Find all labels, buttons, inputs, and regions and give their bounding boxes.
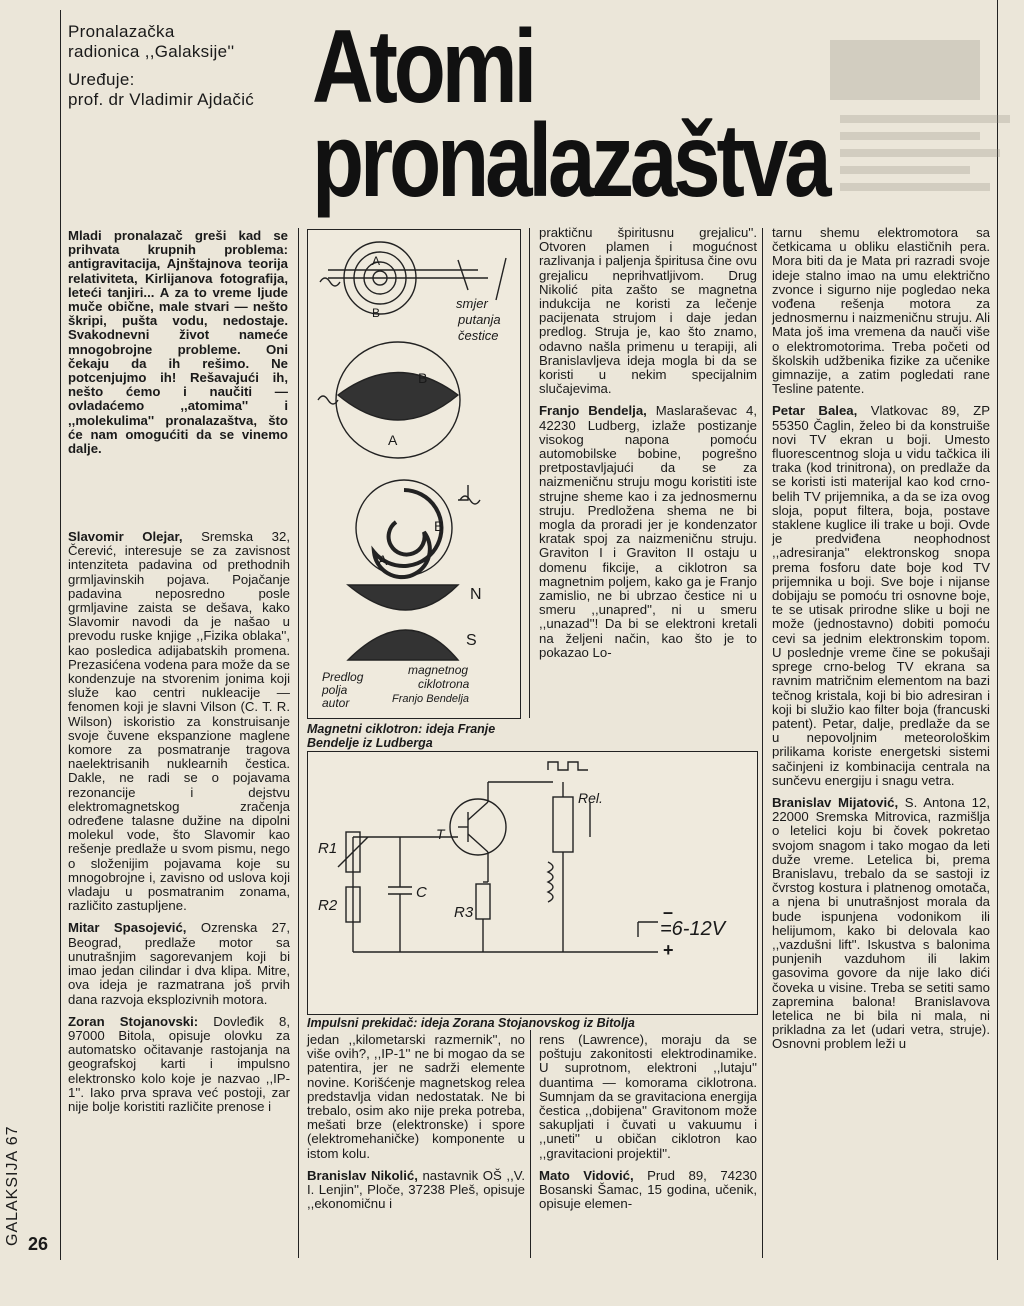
label-t: T [436,826,445,842]
label-minus: – [663,902,674,922]
article-title [312,9,828,219]
paragraph [68,1015,290,1114]
label-polja: polja [322,683,348,697]
label-a-spiral: A [378,552,388,568]
label-rel: Rel. [578,790,603,806]
cyclotron-sketch [308,230,520,718]
paragraph-text: tarnu shemu elektromotora sa četkicama u obliku elastičnih pera. Mora biti da je Mata pri razradi svoje ideje stalno imao na umu električno zvonce i sigurno nije pogledao neka vođena rešenja motora za jednosmernu i naizmeničnu struju. Ali Mata još ima vremena da nauči više o elektromotorima. Treba početi od školskih udžbenika fizike za učenike gimnazije, a zatim pogledati rane Tesline patente. [772,225,990,397]
column-3-top [539,226,757,668]
label-predlog: Predlog [322,670,364,684]
contributor-name: Mitar Spasojević, [68,920,187,936]
figure-pulse-switch [307,751,758,1015]
show-through-decoration [830,20,1020,225]
contributor-name: Branislav Nikolić, [307,1167,418,1183]
contributor-name: Mato Vidović, [539,1167,634,1183]
paragraph-text: S. Antona 12, 22000 Sremska Mitrovica, razmišlja o letelici koju bi čovek pokretao svojom snagom i tako mogao da leti duže vreme. Letelica bi, prema Branislavu, trebalo da se sastoji iz čvrstog kostura i platnenog omotača, a njena bi unutrašnjost morala da bude ispunjena vodonikom ili helijumom, kako bi delovala kao ,,vazdušni lift''. Iskustva s balonima punjenih vazduhom ili lakim gasovima govore da nije lako dići čoveka u visine. Treba se setiti samo zapremina balona! Branislavova letelica ne bi bila ni mala, ni prikladna za let (udari vetra, struje). Osnovni problem leži u [772,794,990,1052]
paragraph-text: Maslaraševac 4, 42230 Ludberg, izlaže postizanje visokog napona pomoću automobilske bobine, pogrešno pretpostavljajući da se za naizmeničnu struju mogu koristiti iste strujne sheme kao i za jednosmernu struju. Predložena shema ne bi mogla da proradi jer je kondenzator kratak spoj za naizmeničnu struju. Graviton I i Graviton II ostaju u domenu fikcije, a ciklotron sa magnetnim poljem, kako ga je Franjo zamislio, ne bi ubrzao čestice ni u smeru ,,unapred'', ni u smeru ,,unazad''! Da bi se elektroni kretali na željeni način, kao što je to pokazao Lo- [539,403,758,660]
label-voltage: =6-12V [660,918,726,940]
editor-label: Uređuje: [68,70,135,89]
label-putanja: putanja [458,312,501,327]
column-4 [772,226,990,1060]
figure-magnetic-cyclotron [307,229,521,719]
paragraph [539,404,757,660]
label-r1: R1 [318,840,338,857]
paragraph-text: rens (Lawrence), moraju da se poštuju zakonitosti elektrodinamike. U suprotnom, elektroni ,,lutaju'' duantima — komorama ciklotrona. Sumnjam da se gravitaciona energija čestica ,,dobijena'' Gravitonom može sakupljati i čuvati u vakuumu i ,,uneti'' u običan ciklotron kao ,,gravitacioni projektil''. [539,1032,757,1161]
column-3-bottom [539,1033,757,1219]
paragraph [772,796,990,1052]
title-line2: pronalazaštva [312,103,828,219]
left-rule [60,10,61,1260]
paragraph-text: Ozrenska 27, Beograd, predlaže motor sa unutrašnjim sagorevanjem koji bi imao jedan cilindar i dva klipa. Mitre, ova ideja je razmatrana još prvih dana razvoja eksplozivnih motora. [68,920,290,1007]
editor-name: prof. dr Vladimir Ajdačić [68,90,255,109]
col-rule-1 [298,228,299,1258]
figure2-caption: Impulsni prekidač: ideja Zorana Stojanovskog iz Bitolja [307,1016,635,1030]
magazine-name-vertical: GALAKSIJA 67 [4,1125,21,1246]
column-2-bottom [307,1033,525,1219]
column-1 [68,530,290,1122]
contributor-name: Branislav Mijatović, [772,794,899,810]
label-magnetnog: magnetnog [408,663,469,677]
paragraph [307,1169,525,1212]
label-r3: R3 [454,904,474,921]
paragraph-text: Dovleđik 8, 97000 Bitola, opisuje olovku za automatsko očitavanje rastojanja na geografskoj karti i impulsno elektronsko kolo koje je nazvao ,,IP-1''. Iako prva sprava već postoji, zar nije bolje koristiti različite prenose i [68,1013,290,1114]
label-b-spiral: B [434,518,444,534]
label-r2: R2 [318,897,338,914]
paragraph [307,1033,525,1161]
contributor-name: Franjo Bendelja, [539,403,647,419]
page-number: 26 [28,1234,49,1254]
label-a-top: A [372,254,381,268]
paragraph [539,1033,757,1161]
label-a-mid: A [388,432,398,448]
circuit-diagram [308,752,757,1014]
contributor-name: Zoran Stojanovski: [68,1013,199,1029]
label-b-mid: B [418,370,428,386]
label-autor: autor [322,696,350,710]
paragraph-text: jedan ,,kilometarski razmernik'', no više ovih?, ,,IP-1'' ne bi mogao da se patentira, jer ne sadrži elemente novine. Korišćenje magnetskog relea predstavlja vidan nedostatak. Ne bi trebalo, osim ako nije preka potreba, mešati brze (elektronske) i spore (elektromehaničke) komponente u istom kolu. [307,1032,525,1161]
paragraph [68,530,290,913]
label-plus: + [663,940,674,960]
label-s: S [466,632,477,649]
section-header [68,22,298,110]
paragraph [539,226,757,396]
label-n: N [470,586,482,603]
label-ciklotrona: ciklotrona [418,677,470,691]
label-franjo: Franjo Bendelja [392,693,470,705]
section-name-line2: radionica ,,Galaksije'' [68,42,235,61]
label-cestice: čestice [458,328,499,343]
title-line1: Atomi [312,9,534,125]
col-rule-3 [762,228,763,1258]
paragraph-text: Sremska 32, Čerević, interesuje se za zavisnost intenziteta padavina od prethodnih grmljavinskih pojava. Pojačanje padavina neposredno posle grmljavine zaista se dešava, kako Slavomir navodi da je našao u prevodu ruske knjige ,,Fizika oblaka'', kao posledica adijabatskih promena. Prezasićena vodena para može da se kondenzuje na stvorenim jonima koji služe kao centri nukleacije — fenomen koji je slavni Vilson (C. T. R. Wilson) iskoristio za konstruisanje svoje čuvene ekspanzione maglene komore za posmatranje tragova naelektrisanih nuklearnih čestica. Dakle, ne radi se o pojavama rezonancije i dejstvu elektromagnetskog zračenja određene talasne dužine na dipolni molekul vode, što Slavomir kao rešenje predlaže u svom pismu, nego o složenijim pojavama koje su mnogobrojne i, zavisno od uslova koji vladaju u posmatranim zonama, različito zastupljene. [68,529,290,914]
paragraph-text: nastavnik OŠ ,,V. I. Lenjin'', Ploče, 37238 Pleš, opisuje ,,ekonomičnu i [307,1167,525,1212]
intro-paragraph: Mladi pronalazač greši kad se prihvata krupnih problema: antigravitacija, Ajnštajnova teorija relativiteta, Kirlijanova fotografija, leteći tanjiri... A za to vreme ljude muče obične, male stvari — nešto škripi, pušta vodu, nedostaje. Svakodnevni život nameće mnogobrojne probleme. Oni čekaju da ih rešimo. Ne potcenjujmo ih! Rešavajući ih, nešto ćemo i naučiti — ovladaćemo ,,atomima'' i ,,molekulima'' pronalazaštva, što će nam omogućiti da se vinemo dalje. [68,228,288,457]
section-name-line1: Pronalazačka [68,22,175,41]
label-smjer: smjer [456,296,488,311]
paragraph [772,226,990,396]
col-rule-4 [530,1030,531,1258]
paragraph [68,921,290,1006]
contributor-name: Slavomir Olejar, [68,529,183,544]
paragraph [539,1169,757,1212]
paragraph-text: Prud 89, 74230 Bosanski Šamac, 15 godina, učenik, opisuje elemen- [539,1167,757,1212]
label-b-top: B [372,306,381,320]
figure1-caption: Magnetni ciklotron: ideja Franje Bendelje iz Ludberga [307,722,496,750]
contributor-name: Petar Balea, [772,403,858,419]
col-rule-2 [529,228,530,718]
paragraph [772,404,990,787]
label-c: C [416,884,427,901]
paragraph-text: Vlatkovac 89, ZP 55350 Čaglin, želeo bi da konstruiše novi TV ekran u boji. Umesto fluorescentnog sloja u vidu tačkica ili traka (kod trinitrona), on predlaže da se koristi isti materijal kao kod crno-belih TV prijemnika, a da se iza ovog sloja, poput filtera, boja, postave staklene kuglice ili trake u boji. Ovde je predviđena neophodnost ,,adresiranja'' elektronskog snopa prema fosforu date boje kod TV prijemnika u boji. Sve boje i nijanse dobijaju se pomoću tri osnovne boje, te se utisak prirodne slike u boji ne može (jednostavno) dobiti pomoću cevi sa jednim elektronskim topom. U poslednje vreme čine se pokušaji sprege crno-belog TV ekrana sa ravnim matričnim elementom na bazi tečnog kristala, koji bi bio adresiran i koji bi služio kao filter boja (francuski patent). Petar, dalje, predlaže da se u nepovoljnim meteorološkim prilikama koriste energetski sistemi sačinjeni iz kombinacija centrala na sunčevu energiju i snagu vetra. [772,403,990,788]
paragraph-text: praktičnu špiritusnu grejalicu''. Otvoren plamen i mogućnost razlivanja i paljenja špiritusa čine ovu grejalicu neprihvatljivom. Drug Nikolić pita zašto se magnetna indukcija ne koristi za lečenje pacijenata strujom i daje jedan predlog. Struja je, kao što znamo, odavno našla primenu u terapiji, ali Branislavljeva ideja mogla bi da se koristi u nekim specijalnim slučajevima. [539,225,757,397]
